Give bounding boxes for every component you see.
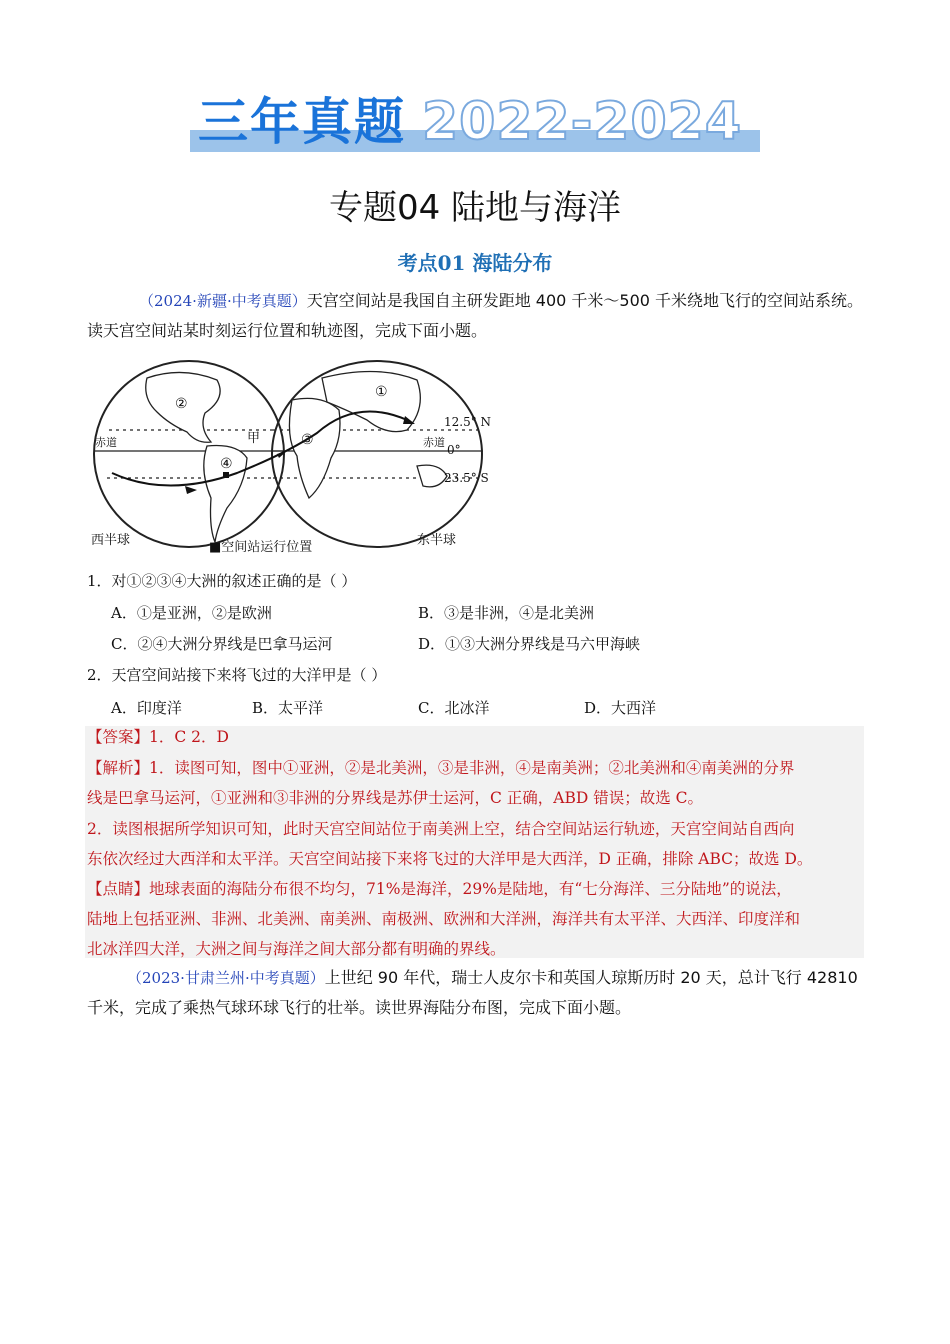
orbit-track <box>112 412 407 486</box>
analysis-line-2: 线是巴拿马运河，①亚洲和③非洲的分界线是苏伊士运河，C 正确，ABD 错误；故选 C。 <box>87 789 704 807</box>
hemisphere-map <box>87 358 497 556</box>
label-lat-12: 12.5° N <box>444 415 492 429</box>
label-legend: ■空间站运行位置 <box>209 540 313 555</box>
q2-option-a: A．印度洋 <box>111 699 182 717</box>
analysis-line-4: 东依次经过大西洋和太平洋。天宫空间站接下来将飞过的大洋甲是大西洋，D 正确，排除 ABC；故选 D。 <box>87 850 813 868</box>
banner-label: 三年真题 <box>198 93 406 151</box>
label-3: ③ <box>301 432 314 448</box>
intro-text-a: 天宫空间站是我国自主研发距地 400 千米～500 千米绕地飞行的空间站系统。 <box>306 291 864 310</box>
comment-line-2: 陆地上包括亚洲、非洲、北美洲、南美洲、南极洲、欧洲和大洋洲，海洋共有太平洋、大西洋、印度洋和 <box>87 910 801 928</box>
question-source: （2024·新疆·中考真题） <box>139 292 307 310</box>
q1-option-c: C．②④大洲分界线是巴拿马运河 <box>111 635 333 653</box>
q2-option-b: B．太平洋 <box>252 699 324 717</box>
q1-option-b: B．③是非洲，④是北美洲 <box>418 604 595 622</box>
label-jia: 甲 <box>247 431 261 446</box>
australia-shape <box>417 465 447 487</box>
label-4: ④ <box>220 456 233 472</box>
q2-option-c: C．北冰洋 <box>418 699 490 717</box>
intro-text-b: 读天宫空间站某时刻运行位置和轨迹图，完成下面小题。 <box>87 321 488 340</box>
label-east-hemisphere: 东半球 <box>417 533 457 548</box>
q1-option-d: D．①③大洲分界线是马六甲海峡 <box>418 635 641 653</box>
analysis-line-3: 2．读图根据所学知识可知，此时天宫空间站位于南美洲上空，结合空间站运行轨迹，天宫空间站自西向 <box>87 820 795 838</box>
question-source-2: （2023·甘肃兰州·中考真题） <box>127 969 325 987</box>
comment-line-3: 北冰洋四大洋，大洲之间与海洋之间大部分都有明确的界线。 <box>87 940 506 958</box>
section-subtitle: 考点01 海陆分布 <box>397 251 553 275</box>
analysis-line-1: 【解析】1．读图可知，图中①亚洲，②是北美洲，③是非洲，④是南美洲；②北美洲和④南美洲的分界 <box>87 759 795 777</box>
label-2: ② <box>175 396 188 412</box>
banner-years: 2022-2024 <box>422 92 743 152</box>
intro3-text-b: 千米，完成了乘热气球环球飞行的壮举。读世界海陆分布图，完成下面小题。 <box>87 998 632 1017</box>
answer-line: 【答案】1．C 2．D <box>87 728 229 746</box>
station-position-marker <box>223 472 229 478</box>
question-intro-1 <box>87 286 867 346</box>
header-banner <box>190 92 760 154</box>
label-equator-left: 赤道 <box>95 436 117 449</box>
question-2-stem: 2．天宫空间站接下来将飞过的大洋甲是（ ） <box>87 666 387 684</box>
q2-option-d: D．大西洋 <box>584 699 657 717</box>
page-title: 专题04 陆地与海洋 <box>328 188 622 228</box>
label-1: ① <box>375 384 388 400</box>
comment-line-1: 【点睛】地球表面的海陆分布很不均匀，71%是海洋，29%是陆地，有“七分海洋、三分陆地”的说法， <box>87 880 792 898</box>
label-lat-23: 23.5° S <box>444 471 489 485</box>
label-west-hemisphere: 西半球 <box>91 533 131 548</box>
q1-option-a: A．①是亚洲，②是欧洲 <box>111 604 272 622</box>
question-intro-3 <box>87 963 867 1023</box>
africa-shape <box>289 398 340 498</box>
label-equator-right: 赤道 <box>423 436 445 449</box>
label-lat-0: 0° <box>447 443 461 457</box>
question-1-stem: 1．对①②③④大洲的叙述正确的是（ ） <box>87 572 357 590</box>
intro3-text-a: 上世纪 90 年代，瑞士人皮尔卡和英国人琼斯历时 20 天，总计飞行 42810 <box>324 968 858 987</box>
